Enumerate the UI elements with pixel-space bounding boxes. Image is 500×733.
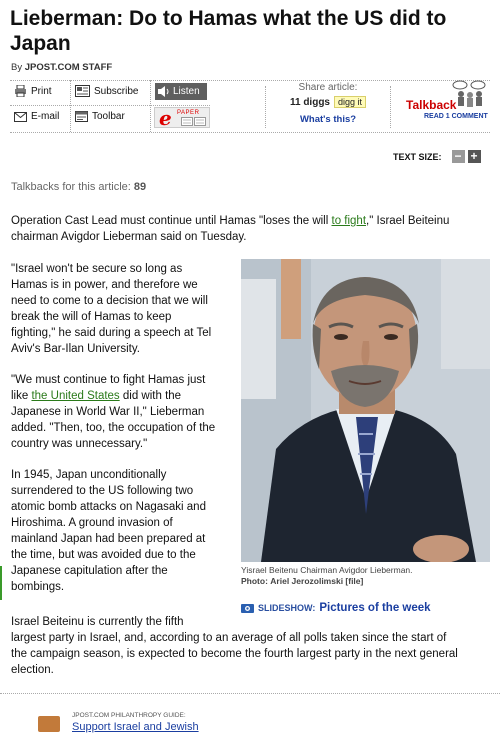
photo-caption bbox=[241, 565, 491, 587]
byline-author[interactable]: JPOST.COM STAFF bbox=[24, 62, 113, 73]
p5-line: election. bbox=[11, 664, 54, 676]
p1-text-b: ," Israel Beiteinu bbox=[366, 215, 450, 227]
paragraph-1 bbox=[11, 213, 491, 245]
p4-line: the time, but was avoided due to the bbox=[11, 549, 196, 561]
camera-icon bbox=[241, 604, 254, 613]
subscribe-label: Subscribe bbox=[94, 85, 139, 97]
p2-line: fighting," he said during a speech at Tel bbox=[11, 327, 212, 339]
talkbacks-count-label: Talkbacks for this article: bbox=[11, 181, 131, 193]
philanthropy-guide-link[interactable]: Support Israel and Jewish bbox=[72, 721, 199, 733]
p4-line: surrendered to the US following two bbox=[11, 485, 194, 497]
p2-line: Hamas is in power, and therefore we bbox=[11, 279, 198, 291]
p4-line: bombings. bbox=[11, 581, 65, 593]
p3-line: "We must continue to fight Hamas just bbox=[11, 374, 206, 386]
article-photo[interactable] bbox=[241, 259, 490, 562]
toolbar-bottom-divider bbox=[10, 132, 490, 133]
photo-credit-label: Photo: bbox=[241, 576, 268, 586]
philanthropy-footer bbox=[0, 693, 500, 731]
toolbar-divider-1 bbox=[70, 80, 71, 132]
text-size-control bbox=[393, 150, 481, 163]
p3-line: added. "Then, too, the occupation of the bbox=[11, 422, 216, 434]
share-label: Share article: bbox=[298, 82, 358, 93]
byline bbox=[11, 62, 112, 73]
print-button[interactable] bbox=[14, 85, 52, 97]
p2-line: "Israel won't be secure so long as bbox=[11, 263, 183, 275]
p3-text-c: did with the bbox=[119, 390, 182, 402]
p4-line: In 1945, Japan unconditionally bbox=[11, 469, 167, 481]
share-divider-left bbox=[265, 86, 266, 128]
epaper-button[interactable] bbox=[154, 107, 210, 128]
digg-count: 11 diggs bbox=[289, 96, 330, 108]
digg-it-button[interactable]: digg it bbox=[334, 96, 366, 108]
printer-icon bbox=[14, 85, 27, 97]
article-toolbar bbox=[10, 80, 490, 132]
subscribe-button[interactable] bbox=[75, 85, 138, 97]
p3-text-b: like bbox=[11, 390, 32, 402]
talkback-read-comment: READ 1 COMMENT bbox=[424, 113, 488, 120]
p2-line: break the will of Hamas to keep bbox=[11, 311, 172, 323]
p4-line: atomic bomb attacks on Nagasaki and bbox=[11, 501, 206, 513]
email-button[interactable] bbox=[14, 111, 59, 122]
listen-button[interactable] bbox=[155, 83, 207, 100]
slideshow-label: SLIDESHOW: bbox=[258, 603, 316, 613]
caption-text: Yisrael Beitenu Chairman Avigdor Lieberman. bbox=[241, 565, 413, 575]
p5-line: Israel Beiteinu is currently the fifth bbox=[11, 616, 184, 628]
p1-line-2: chairman Avigdor Lieberman said on Tuesday. bbox=[11, 231, 247, 243]
speaker-icon bbox=[158, 86, 170, 97]
p5-line: largest party in Israel, and, according to an average of all polls taken since the start of bbox=[11, 632, 447, 644]
p1-text-a: Operation Cast Lead must continue until Hamas "loses the will bbox=[11, 215, 332, 227]
print-label: Print bbox=[31, 85, 52, 97]
p2-line: need to come to a decision that we will bbox=[11, 295, 208, 307]
toolbar-icon bbox=[75, 111, 88, 122]
toolbar-middle-divider bbox=[10, 105, 210, 106]
lieberman-portrait-illustration bbox=[241, 259, 490, 562]
byline-prefix: By bbox=[11, 62, 23, 73]
listen-label: Listen bbox=[173, 86, 200, 97]
paragraph-2 bbox=[11, 261, 236, 357]
article-headline: Lieberman: Do to Hamas what the US did to Japan bbox=[10, 7, 447, 55]
p4-line: Japanese capitulation after the bbox=[11, 565, 168, 577]
toolbar-label: Toolbar bbox=[92, 111, 125, 122]
talkbacks-count bbox=[11, 181, 146, 193]
to-fight-link[interactable]: to fight bbox=[331, 215, 367, 227]
newspaper-icon bbox=[75, 85, 90, 97]
text-size-decrease-button[interactable]: − bbox=[452, 150, 465, 163]
p4-line: mainland Japan had been prepared at bbox=[11, 533, 206, 545]
toolbar-button[interactable] bbox=[75, 111, 125, 122]
share-panel bbox=[278, 82, 378, 125]
share-divider-right bbox=[390, 86, 391, 128]
toolbar-divider-2 bbox=[150, 80, 151, 132]
digg-row bbox=[278, 96, 378, 108]
text-size-increase-button[interactable]: + bbox=[468, 150, 481, 163]
text-size-label: TEXT SIZE: bbox=[393, 151, 442, 162]
talkback-people-icon bbox=[451, 80, 489, 110]
photo-credit: Ariel Jerozolimski [file] bbox=[270, 576, 364, 586]
epaper-label: PAPER bbox=[177, 110, 200, 116]
p3-line: country was unnecessary." bbox=[11, 438, 148, 450]
p3-line: Japanese in World War II," Lieberman bbox=[11, 406, 205, 418]
slideshow-title: Pictures of the week bbox=[319, 602, 431, 614]
paragraph-3 bbox=[11, 372, 236, 452]
talkback-link[interactable] bbox=[405, 80, 495, 130]
paragraph-4 bbox=[11, 467, 236, 595]
paragraph-5 bbox=[11, 614, 491, 678]
philanthropy-guide-label: JPOST.COM PHILANTHROPY GUIDE: bbox=[72, 712, 186, 719]
p5-line: the campaign season, is expected to become the fourth largest party in the next general bbox=[11, 648, 458, 660]
talkbacks-count-value[interactable]: 89 bbox=[133, 181, 147, 193]
email-label: E-mail bbox=[31, 111, 60, 122]
p2-line: Aviv's Bar-Ilan University. bbox=[11, 343, 140, 355]
scroll-marker bbox=[0, 566, 2, 600]
whats-this-link[interactable]: What's this? bbox=[299, 114, 357, 125]
talkback-title: Talkback bbox=[406, 98, 457, 112]
epaper-pages-icon bbox=[181, 117, 207, 126]
epaper-logo: e bbox=[159, 106, 172, 130]
united-states-link[interactable]: the United States bbox=[31, 390, 120, 402]
envelope-icon bbox=[14, 112, 27, 122]
slideshow-link[interactable] bbox=[241, 602, 431, 614]
p4-line: Hiroshima. A ground invasion of bbox=[11, 517, 173, 529]
